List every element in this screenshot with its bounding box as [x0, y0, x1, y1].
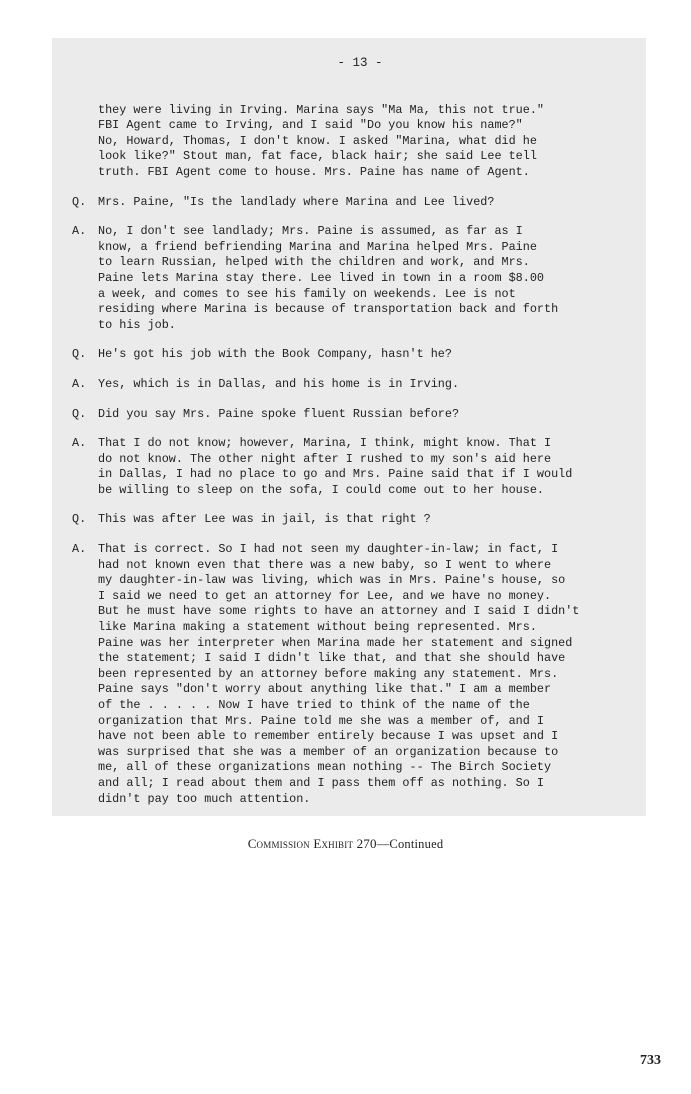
answer-block — [72, 224, 622, 333]
text-block-continuation — [98, 103, 622, 181]
answer-label: A. — [72, 224, 87, 239]
page-folio: 733 — [640, 1053, 661, 1068]
page-header: - 13 - — [337, 56, 383, 70]
answer-text: No, I don't see landlady; Mrs. Paine is assumed, as far as I know, a friend befriending Marina and Marina helped Mrs. Paine to learn Russian, helped with the children and work, and Mrs. Paine lets Marina stay there. Lee lived in town in a room $8.00 a week, and comes to see his family on weekends. Lee is not residing where Marina is because of transportation back and forth to his job. — [98, 224, 559, 332]
exhibit-caption — [0, 836, 691, 852]
typed-text — [72, 56, 622, 807]
question-label: Q. — [72, 347, 87, 362]
answer-block — [72, 542, 622, 807]
block-text: they were living in Irving. Marina says "Ma Ma, this not true." FBI Agent came to Irving, and I said "Do you know his name?" No, Howard, Thomas, I don't know. I asked "Marina, what did he look like?" Stout man, fat face, black hair; she said Lee tell truth. FBI Agent come to house. Mrs. Paine has name of Agent. — [98, 102, 544, 179]
question-text: Did you say Mrs. Paine spoke fluent Russian before? — [98, 406, 460, 421]
question-text: He's got his job with the Book Company, hasn't he? — [98, 347, 452, 362]
answer-label: A. — [72, 376, 87, 391]
answer-label: A. — [72, 542, 87, 557]
question-block — [72, 512, 622, 528]
exhibit-caption-suffix: —Continued — [376, 837, 444, 851]
exhibit-caption-title: Commission Exhibit 270 — [247, 836, 377, 851]
answer-text: Yes, which is in Dallas, and his home is in Irving. — [98, 376, 460, 391]
question-block — [72, 194, 622, 211]
question-block — [72, 347, 622, 363]
question-text: This was after Lee was in jail, is that right ? — [98, 512, 431, 527]
answer-block — [72, 436, 622, 498]
answer-label: A. — [72, 436, 87, 451]
block-label — [72, 103, 98, 181]
answer-text: That is correct. So I had not seen my daughter-in-law; in fact, I had not known even that there was a new baby, so I went to where my daughter-in-law was living, which was in Mrs. Paine's house, so I said we need to get an attorney for Lee, and we have no money. But he must have some rights to have an attorney and I said I didn't like Marina making a statement without being represented. Mrs. Paine was her interpreter when Marina made her statement and signed the statement; I said I didn't like that, and that she should have been represented by an attorney before making any statement. Mrs. Paine says "don't worry about anything like that." I am a member of the . . . . . Now I have tried to think of the name of the organization that Mrs. Paine told me she was a member of, and I have not been able to remember entirely because I was upset and I was surprised that she was a member of an organization because to me, all of these organizations mean nothing -- The Birch Society and all; I read about them and I pass them off as nothing. So I didn't pay too much attention. — [98, 542, 580, 806]
question-label: Q. — [72, 194, 87, 209]
scanned-typewritten-page — [52, 38, 646, 816]
answer-text: That I do not know; however, Marina, I think, might know. That I do not know. The other night after I rushed to my son's aid here in Dallas, I had no place to go and Mrs. Paine said that if I would be willing to sleep on the sofa, I could come out to her house. — [98, 436, 573, 497]
question-text: Mrs. Paine, "Is the landlady where Marina and Lee lived? — [98, 194, 495, 209]
question-label: Q. — [72, 512, 87, 527]
answer-block — [72, 376, 622, 393]
question-block — [72, 406, 622, 423]
question-label: Q. — [72, 406, 87, 421]
